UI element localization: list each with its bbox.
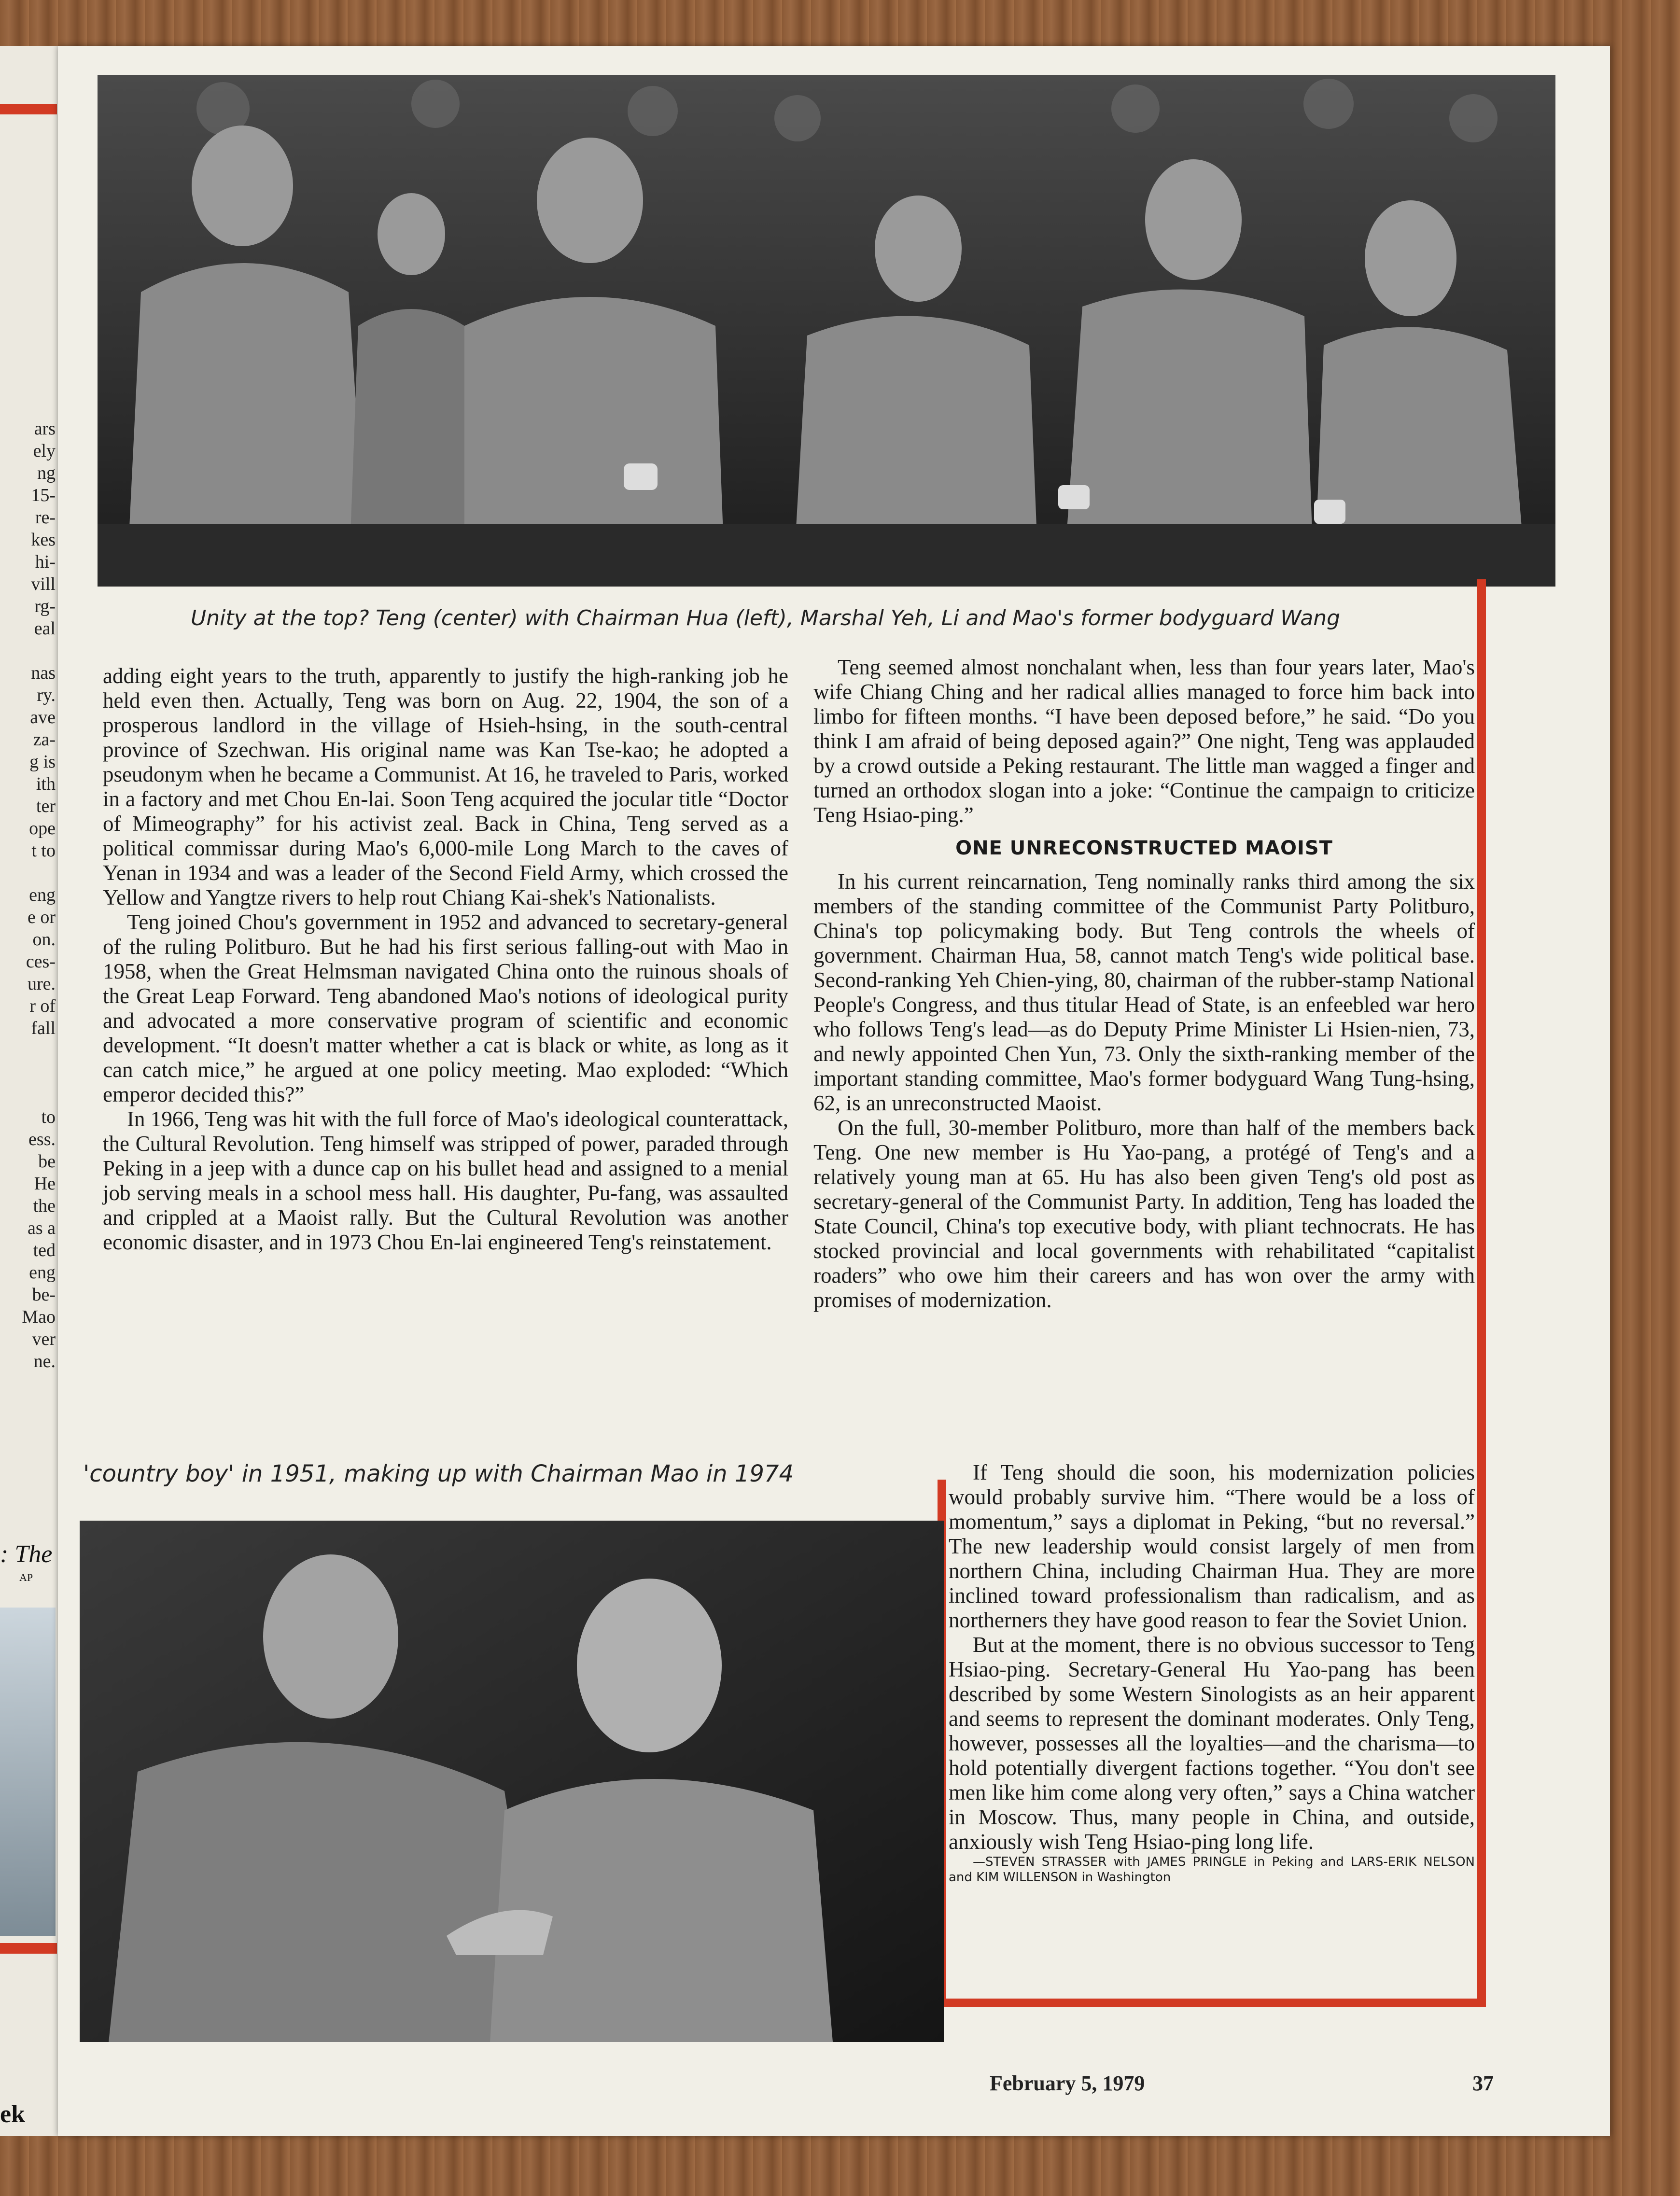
- left-page-fragment: ry.: [37, 685, 56, 705]
- left-page-fragment: ces-: [26, 951, 56, 972]
- left-page-fragment: be-: [32, 1285, 56, 1305]
- article-column-1: [103, 664, 788, 1255]
- article-column-2-continued: [949, 1460, 1475, 1885]
- left-page-fragment: [0, 1084, 56, 1106]
- col2-paragraph-5: But at the moment, there is no obvious successor to Teng Hsiao-ping. Secretary-General Hu Yao-pang has been described by some Western Sinologists as an heir apparent and seems to represent the dominant moderates. Only Teng, however, possesses all the loyalties—and the charisma—to hold potentially divergent factions together. “You don't see men like him come along very often,” says a China watcher in Moscow. Thus, many people in China, and outside, anxiously wish Teng Hsiao-ping long life.: [949, 1633, 1475, 1854]
- col2-paragraph-2: In his current reincarnation, Teng nominally ranks third among the six members of the standing committee of the Communist Party Politburo, China's top policymaking body. But Teng controls the wheels of government. Chairman Hua, 58, cannot match Teng's wide political base. Second-ranking Yeh Chien-ying, 80, chairman of the rubber-stamp National People's Congress, and thus titular Head of State, is an enfeebled war hero who follows Teng's lead—as do Deputy Prime Minister Li Hsien-nien, 73, and newly appointed Chen Yun, 73. Only the sixth-ranking member of the important standing committee, Mao's former bodyguard Wang Tung-hsing, 62, is an unreconstructed Maoist.: [813, 869, 1475, 1115]
- col1-paragraph-1: adding eight years to the truth, apparently to justify the high-ranking job he held even then. Actually, Teng was born on Aug. 22, 1904, the son of a prosperous landlord in the village of Hsieh-hsing, in the south-central province of Szechwan. His original name was Kan Tse-kao; he adopted a pseudonym when he became a Communist. At 16, he traveled to Paris, worked in a factory and met Chou En-lai. Soon Teng acquired the jocular title “Doctor of Mimeography” for his activist zeal. Back in China, Teng served as a political commissar during Mao's 6,000-mile Long March to the caves of Yenan in 1934 and was a leader of the Second Field Army, which crossed the Yellow and Yangtze rivers to help rout Chiang Kai-shek's Nationalists.: [103, 664, 788, 909]
- top-photo-caption: Unity at the top? Teng (center) with Chairman Hua (left), Marshal Yeh, Li and Mao's former bodyguard Wang: [191, 606, 1341, 630]
- left-page-fragment: [0, 1062, 56, 1084]
- left-page-fragment: eal: [34, 618, 56, 639]
- left-page-text-fragments: [0, 418, 56, 1372]
- article-column-2: [813, 655, 1475, 1313]
- left-page-fragment: vill: [31, 574, 56, 594]
- col1-paragraph-2: Teng joined Chou's government in 1952 and advanced to secretary-general of the ruling Politburo. But he had his first serious falling-out with Mao in 1958, when the Great Helmsman navigated China onto the ruinous shoals of the Great Leap Forward. Teng abandoned Mao's notions of ideological purity and advocated a more conservative program of scientific and economic development. “It doesn't matter whether a cat is black or white, as long as it can catch mice,” he argued at one policy meeting. Mao exploded: “Which emperor decided this?”: [103, 910, 788, 1106]
- top-photo: [98, 75, 1555, 587]
- magazine-page: [58, 46, 1610, 2136]
- left-page-photo: [0, 1608, 56, 1936]
- left-page-footer: ek: [0, 2100, 25, 2128]
- col2-paragraph-4: If Teng should die soon, his modernization policies would probably survive him. “There would be a loss of momentum,” says a diplomat in Peking, “but no reversal.” The new leadership would consist largely of men from northern China, including Chairman Hua. They are more inclined toward professionalism than radicalism, and as northerners they have good reason to fear the Soviet Union.: [949, 1460, 1475, 1632]
- bottom-photo: [80, 1521, 944, 2042]
- left-page-fragment: Mao: [22, 1307, 56, 1327]
- left-page-fragment: [0, 862, 56, 884]
- left-page-fragment: ne.: [33, 1351, 56, 1371]
- left-page-fragment: ng: [37, 463, 56, 483]
- page-number: 37: [1472, 2071, 1494, 2095]
- left-red-rule: [0, 104, 57, 114]
- red-accent-right: [1477, 579, 1486, 2003]
- left-page-fragment: ure.: [27, 974, 56, 994]
- left-page-fragment: [0, 1039, 56, 1062]
- left-page-fragment: ess.: [28, 1129, 56, 1149]
- bottom-photo-caption: 'country boy' in 1951, making up with Chairman Mao in 1974: [83, 1460, 794, 1487]
- left-page-fragment: ter: [36, 796, 56, 816]
- left-page-fragment: nas: [31, 663, 56, 683]
- left-page-fragment: za-: [33, 729, 56, 750]
- left-page-fragment: 15-: [31, 485, 56, 505]
- left-red-rule-bottom: [0, 1943, 57, 1954]
- left-page-fragment: eng: [29, 1262, 56, 1283]
- left-page-fragment: as a: [27, 1218, 56, 1238]
- article-credit: —STEVEN STRASSER with JAMES PRINGLE in Peking and LARS-ERIK NELSON and KIM WILLENSON in Washington: [949, 1855, 1475, 1885]
- left-page-fragment: [0, 640, 56, 662]
- left-page-fragment: g is: [29, 752, 56, 772]
- section-heading: ONE UNRECONSTRUCTED MAOIST: [955, 837, 1333, 859]
- left-page-fragment: eng: [29, 885, 56, 905]
- left-page-photo-credit: AP: [19, 1571, 33, 1583]
- left-page-fragment: ver: [32, 1329, 56, 1349]
- left-page-fragment: ope: [29, 818, 56, 839]
- left-page-fragment: ave: [30, 707, 56, 727]
- left-page-fragment: ars: [34, 419, 56, 439]
- col2-paragraph-1: Teng seemed almost nonchalant when, less than four years later, Mao's wife Chiang Ching and her radical allies managed to force him back into limbo for fifteen months. “I have been deposed before,” he said. “Do you think I am afraid of being deposed again?” One night, Teng was applauded by a crowd outside a Peking restaurant. The little man wagged a finger and turned an orthodox slogan into a joke: “Continue the campaign to criticize Teng Hsiao-ping.”: [813, 655, 1475, 827]
- left-page-fragment: be: [38, 1151, 56, 1172]
- left-page-fragment: ted: [33, 1240, 56, 1260]
- col1-paragraph-3: In 1966, Teng was hit with the full force of Mao's ideological counterattack, the Cultural Revolution. Teng himself was stripped of power, paraded through Peking in a jeep with a dunce cap on his bullet head and assigned to a menial job serving meals in a school mess hall. His daughter, Pu-fang, was assaulted and crippled at a Maoist rally. But the Cultural Revolution was another economic disaster, and in 1973 Chou En-lai engineered Teng's reinstatement.: [103, 1107, 788, 1254]
- left-page-fragment: fall: [31, 1018, 56, 1038]
- left-page-edge: [0, 46, 58, 2136]
- left-page-fragment: re-: [35, 507, 56, 528]
- left-page-fragment: kes: [31, 530, 56, 550]
- left-page-fragment: the: [33, 1196, 56, 1216]
- left-page-fragment: r of: [29, 996, 56, 1016]
- left-page-fragment: hi-: [35, 552, 56, 572]
- left-page-fragment: e or: [27, 907, 56, 927]
- left-page-fragment: rg-: [34, 596, 56, 616]
- footer-date: February 5, 1979: [990, 2071, 1145, 2095]
- left-page-fragment: on.: [32, 929, 56, 950]
- left-page-fragment: t to: [31, 840, 56, 861]
- left-page-fragment: ely: [33, 441, 56, 461]
- left-page-fragment: He: [34, 1174, 56, 1194]
- left-page-caption: : The: [0, 1540, 53, 1568]
- left-page-fragment: ith: [36, 774, 56, 794]
- left-page-fragment: to: [41, 1107, 56, 1127]
- col2-paragraph-3: On the full, 30-member Politburo, more than half of the members back Teng. One new member is Hu Yao-pang, a protégé of Teng's and a relatively young man at 65. Hu has also been given Teng's old post as secretary-general of the Communist Party. In addition, Teng has loaded the State Council, China's top executive body, with pliant technocrats. He has stocked provincial and local governments with rehabilitated “capitalist roaders” who owe him their careers and has won over the army with promises of modernization.: [813, 1116, 1475, 1312]
- red-accent-bottom: [938, 1999, 1486, 2007]
